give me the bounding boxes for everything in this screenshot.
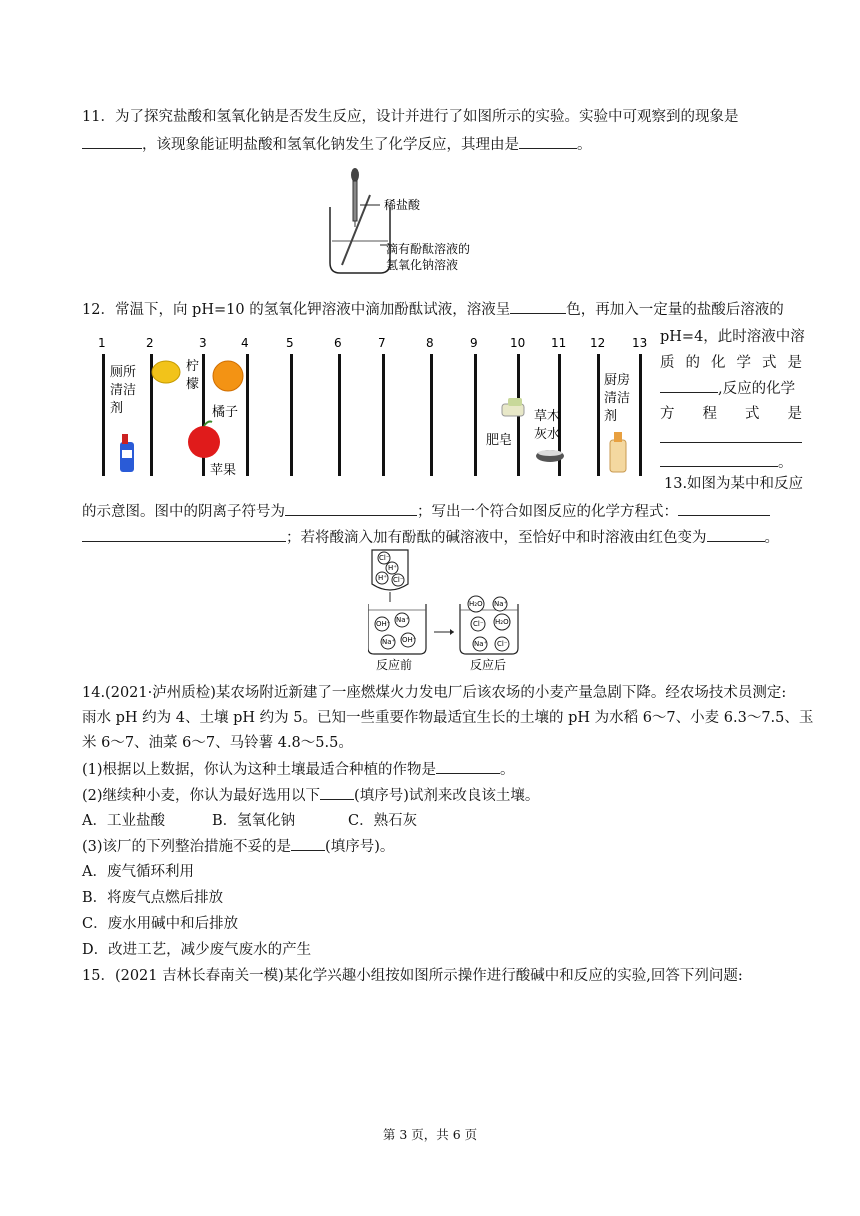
q12-right-6-end: 。 [778, 455, 793, 471]
q14-sub3-end: (填序号)。 [325, 839, 395, 855]
ion-na-2: Na⁺ [382, 638, 396, 646]
q13-label-after: 反应后 [470, 658, 507, 672]
mol-h2o-2: H₂O [495, 618, 509, 626]
ph-num-5: 5 [286, 336, 294, 350]
ph-num-2: 2 [146, 336, 154, 350]
ion-na-4: Na⁺ [474, 640, 488, 648]
ph-scale-numbers [98, 336, 647, 350]
q14-sub2-option-c: C．熟石灰 [348, 813, 418, 829]
q13-blank-color[interactable] [707, 527, 765, 542]
ph-label-orange: 橘子 [212, 405, 239, 420]
ph-num-8: 8 [426, 336, 434, 350]
ph-label-kitchen-2: 清洁 [604, 391, 631, 406]
ph-num-4: 4 [241, 336, 249, 350]
q11-blank-1[interactable] [82, 134, 142, 149]
ph-scale-figure [88, 330, 658, 480]
ph-num-12: 12 [590, 336, 606, 350]
ph-num-10: 10 [510, 336, 526, 350]
ph-label-lemon-1: 柠 [186, 359, 200, 374]
ph-num-11: 11 [551, 336, 567, 350]
q12-right-6 [660, 452, 793, 473]
q13-line3 [82, 527, 779, 548]
q12-right-4: 方 程 式 是 [660, 406, 802, 422]
dropper-icon [351, 168, 359, 227]
q14-line1: 14.(2021·泸州质检)某农场附近新建了一座燃煤火力发电厂后该农场的小麦产量急剧下降。经农场技术员测定: [82, 685, 787, 701]
q14-sub3-text: (3)该厂的下列整治措施不妥的是 [82, 839, 292, 855]
ion-h-1: H⁺ [388, 564, 397, 572]
ion-oh-1: OH⁻ [376, 620, 391, 628]
ash-water-bowl-icon [536, 450, 564, 462]
q14-blank-measure[interactable] [291, 836, 325, 851]
q12-right-3 [660, 378, 795, 399]
q14-sub2 [82, 785, 539, 806]
ph-label-kitchen-1: 厨房 [604, 373, 631, 388]
q13-line2 [82, 501, 770, 522]
ph-label-toilet-2: 清洁 [110, 383, 137, 398]
ion-cl-3: Cl⁻ [473, 620, 484, 628]
q11-line2-end: 。 [577, 137, 592, 153]
q14-line2: 雨水 pH 约为 4、土壤 pH 约为 5。已知一些重要作物最适宜生长的土壤的 pH 为水稻 6～7、小麦 6.3～7.5、玉 [82, 710, 814, 726]
q12-right-5 [660, 428, 802, 449]
q12-right-3-text: ,反应的化学 [718, 381, 796, 397]
q11-label-naoh: 氢氧化钠溶液 [386, 258, 459, 272]
ph-label-kitchen-3: 剂 [604, 409, 618, 424]
q11-blank-2[interactable] [519, 134, 577, 149]
ion-cl-2: Cl⁻ [393, 576, 404, 584]
ion-cl-4: Cl⁻ [497, 640, 508, 648]
q11-line2 [82, 134, 592, 155]
q14-sub2-end: (填序号)试剂来改良该土壤。 [354, 788, 540, 804]
q14-sub1 [82, 759, 515, 780]
ph-num-1: 1 [98, 336, 106, 350]
page-footer: 第 3 页，共 6 页 [382, 1127, 478, 1142]
q12-blank-equation-1[interactable] [660, 428, 802, 443]
q14-sub3-option-a: A．废气循环利用 [82, 864, 194, 880]
q12-blank-color[interactable] [510, 299, 566, 314]
q14-sub3-option-d: D．改进工艺，减少废气废水的产生 [82, 942, 312, 958]
q11-label-indicator: 滴有酚酞溶液的 [386, 242, 471, 256]
q11-line1: 11．为了探究盐酸和氢氧化钠是否发生反应，设计并进行了如图所示的实验。实验中可观察到的现象是 [82, 109, 739, 125]
q14-sub2-option-b: B．氢氧化钠 [212, 813, 296, 829]
q14-sub1-end: 。 [500, 762, 515, 778]
ph-label-toilet-3: 剂 [110, 401, 124, 416]
q14-line3: 米 6～7、油菜 6～7、马铃薯 4.8～5.5。 [82, 735, 353, 751]
q13-label-before: 反应前 [376, 658, 413, 672]
q14-blank-crop[interactable] [436, 759, 500, 774]
q13-line3-end: 。 [764, 530, 779, 546]
ph-label-soap: 肥皂 [486, 433, 513, 448]
ph-num-6: 6 [334, 336, 342, 350]
q14-sub3 [82, 836, 394, 857]
ph-num-9: 9 [470, 336, 478, 350]
ph-num-3: 3 [199, 336, 207, 350]
q14-blank-reagent[interactable] [320, 785, 354, 800]
toilet-cleaner-bottle-icon [120, 434, 134, 472]
q13-blank-equation-2[interactable] [82, 527, 286, 542]
q12-line1-text: 12．常温下，向 pH=10 的氢氧化钾溶液中滴加酚酞试液，溶液呈 [82, 302, 511, 318]
q13-line1: 13.如图为某中和反应 [664, 476, 804, 492]
q12-line1-end: 色，再加入一定量的盐酸后溶液的 [566, 302, 784, 318]
q14-sub2-text: (2)继续种小麦，你认为最好选用以下 [82, 788, 321, 804]
orange-icon [213, 361, 243, 391]
q12-blank-equation-2[interactable] [660, 452, 778, 467]
ph-label-apple: 苹果 [210, 463, 237, 478]
q13-line3-text: ；若将酸滴入加有酚酞的碱溶液中，至恰好中和时溶液由红色变为 [286, 530, 707, 546]
kitchen-cleaner-bottle-icon [610, 432, 626, 472]
ph-label-lemon-2: 檬 [186, 377, 200, 392]
ph-num-13: 13 [632, 336, 648, 350]
neutralization-figure [368, 548, 538, 672]
ph-num-7: 7 [378, 336, 386, 350]
q15-line1: 15．(2021 吉林长春南关一模)某化学兴趣小组按如图所示操作进行酸碱中和反应的实验,回答下列问题: [82, 968, 743, 984]
q12-right-1: pH=4，此时溶液中溶 [660, 329, 805, 345]
q11-beaker-figure [320, 165, 520, 285]
beaker-icon [330, 195, 390, 273]
ph-label-toilet-1: 厕所 [110, 365, 137, 380]
apple-icon [188, 422, 220, 459]
q14-sub2-option-a: A．工业盐酸 [82, 813, 165, 829]
lemon-icon [152, 361, 180, 383]
q14-sub3-option-b: B．将废气点燃后排放 [82, 890, 224, 906]
q13-line2-text: 的示意图。图中的阴离子符号为 [82, 504, 285, 520]
ph-label-ash-1: 草木 [534, 409, 561, 424]
ion-cl-top: Cl⁻ [379, 554, 390, 562]
q11-line2-text: ，该现象能证明盐酸和氢氧化钠发生了化学反应，其理由是 [142, 137, 519, 153]
q14-sub1-text: (1)根据以上数据，你认为这种土壤最适合种植的作物是 [82, 762, 437, 778]
q11-label-acid: 稀盐酸 [384, 198, 421, 212]
q13-blank-equation-1[interactable] [678, 501, 770, 516]
q13-line2-text-b: ；写出一个符合如图反应的化学方程式： [417, 504, 678, 520]
ion-h-2: H⁺ [378, 574, 387, 582]
ph-label-ash-2: 灰水 [534, 427, 561, 442]
ion-na-1: Na⁺ [396, 616, 410, 624]
q12-line1 [82, 299, 784, 320]
q14-sub3-option-c: C．废水用碱中和后排放 [82, 916, 239, 932]
soap-icon [502, 398, 524, 416]
q13-blank-anion[interactable] [285, 501, 417, 516]
q12-blank-formula[interactable] [660, 378, 718, 393]
ion-oh-2: OH⁻ [402, 636, 417, 644]
q12-right-2: 质 的 化 学 式 是 [660, 355, 802, 371]
mol-h2o-1: H₂O [469, 600, 483, 608]
ion-na-3: Na⁺ [494, 600, 508, 608]
